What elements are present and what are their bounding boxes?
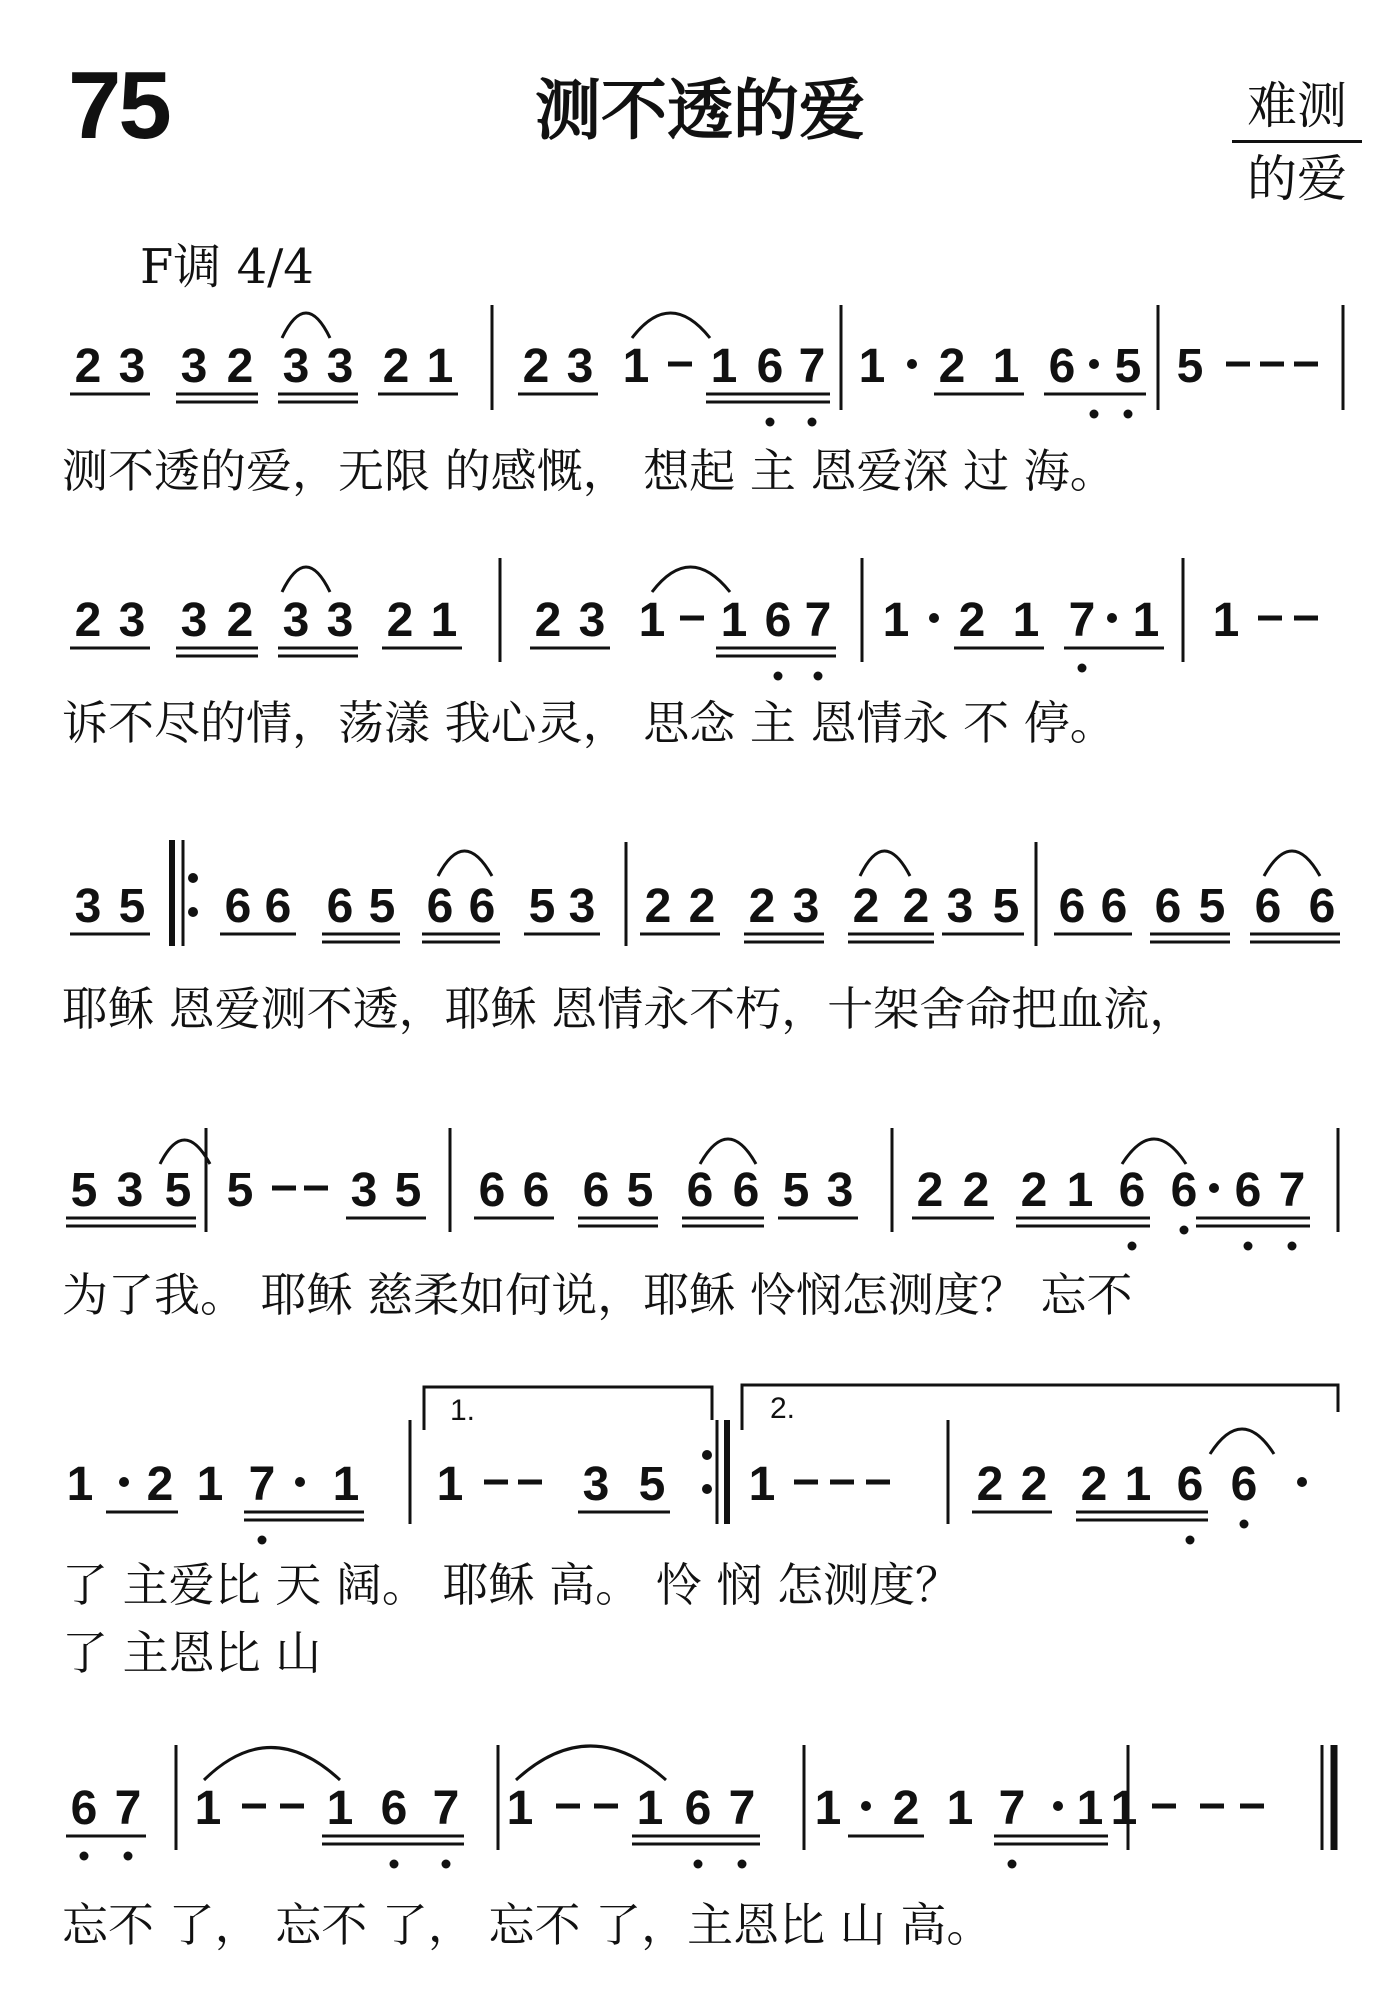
note-digit: 1: [332, 1458, 360, 1511]
note-digit: 1: [506, 1782, 534, 1835]
note-digit: 2: [852, 880, 880, 933]
note-digit: 6: [1058, 880, 1086, 933]
note-digit: 6: [1254, 880, 1282, 933]
note-digit: 3: [116, 1164, 144, 1217]
note-digit: 3: [282, 594, 310, 647]
note-digit: 3: [826, 1164, 854, 1217]
lyric-line-3: 耶稣 恩爱测不透，耶稣 恩情永不朽，十架舍命把血流，: [62, 982, 1196, 1036]
note-digit: 1: [638, 594, 666, 647]
note-digit: 3: [578, 594, 606, 647]
lyric-line-5a: 了 主爱比 天 阔。 耶稣 高。 怜 悯 怎测度？: [62, 1558, 961, 1612]
note-digit: 5: [226, 1164, 254, 1217]
lyric-line-2: 诉不尽的情，荡漾 我心灵， 思念 主 恩情永 不 停。: [62, 696, 1116, 750]
note-digit: 5: [782, 1164, 810, 1217]
note-digit: 2: [522, 340, 550, 393]
note-digit: 1: [814, 1782, 842, 1835]
note-digit: 1: [1066, 1164, 1094, 1217]
note-digit: 5: [394, 1164, 422, 1217]
note-digit: 3: [326, 340, 354, 393]
note-digit: 2: [74, 594, 102, 647]
note-digit: 2: [748, 880, 776, 933]
note-digit: 5: [1114, 340, 1142, 393]
note-digit: 7: [432, 1782, 460, 1835]
note-digit: 6: [1118, 1164, 1146, 1217]
corner-label-top: 难测: [1247, 77, 1347, 135]
note-digit: 6: [732, 1164, 760, 1217]
note-digit: 2: [382, 340, 410, 393]
note-digit: 3: [792, 880, 820, 933]
corner-label-bottom: 的爱: [1247, 150, 1347, 208]
note-digit: 1: [426, 340, 454, 393]
note-digit: 2: [1020, 1458, 1048, 1511]
note-digit: 2: [644, 880, 672, 933]
note-digit: 1: [326, 1782, 354, 1835]
note-digit: 6: [522, 1164, 550, 1217]
note-digit: 2: [226, 594, 254, 647]
note-digit: 6: [264, 880, 292, 933]
note-digit: 2: [976, 1458, 1004, 1511]
note-digit: 6: [1170, 1164, 1198, 1217]
note-digit: 1: [748, 1458, 776, 1511]
hymn-number: 75: [68, 52, 169, 159]
note-digit: 1: [992, 340, 1020, 393]
note-digit: 1: [430, 594, 458, 647]
song-title: 测不透的爱: [535, 72, 865, 149]
note-digit: 6: [468, 880, 496, 933]
note-digit: 7: [804, 594, 832, 647]
note-digit: 7: [1278, 1164, 1306, 1217]
note-digit: 1: [194, 1782, 222, 1835]
note-digit: 6: [764, 594, 792, 647]
note-digit: 1: [196, 1458, 224, 1511]
note-digit: 6: [1176, 1458, 1204, 1511]
note-digit: 3: [350, 1164, 378, 1217]
note-digit: 2: [902, 880, 930, 933]
first-ending-label: 1.: [450, 1394, 476, 1427]
note-digit: 2: [688, 880, 716, 933]
note-digit: 6: [478, 1164, 506, 1217]
note-digit: 2: [1080, 1458, 1108, 1511]
note-digit: 1: [720, 594, 748, 647]
note-digit: 1: [436, 1458, 464, 1511]
lyric-line-5b: 了 主恩比 山: [62, 1626, 322, 1680]
note-digit: 1: [882, 594, 910, 647]
note-digit: 2: [1020, 1164, 1048, 1217]
note-digit: 1: [946, 1782, 974, 1835]
note-digit: 5: [1198, 880, 1226, 933]
note-digit: 7: [728, 1782, 756, 1835]
note-digit: 3: [582, 1458, 610, 1511]
note-digit: 3: [74, 880, 102, 933]
note-digit: 6: [224, 880, 252, 933]
note-digit: 2: [916, 1164, 944, 1217]
note-digit: 6: [380, 1782, 408, 1835]
note-digit: 6: [1048, 340, 1076, 393]
note-digit: 2: [386, 594, 414, 647]
note-digit: 6: [686, 1164, 714, 1217]
note-digit: 3: [180, 594, 208, 647]
note-digit: 1: [1132, 594, 1160, 647]
lyric-line-1: 测不透的爱，无限 的感慨， 想起 主 恩爱深 过 海。: [62, 444, 1116, 498]
note-digit: 1: [622, 340, 650, 393]
note-digit: 1: [858, 340, 886, 393]
note-digit: 3: [118, 340, 146, 393]
note-digit: 5: [368, 880, 396, 933]
note-digit: 6: [426, 880, 454, 933]
note-digit: 1: [636, 1782, 664, 1835]
note-digit: 6: [684, 1782, 712, 1835]
key-signature: F调 4/4: [140, 239, 314, 295]
note-digit: 2: [958, 594, 986, 647]
note-digit: 2: [962, 1164, 990, 1217]
note-digit: 5: [626, 1164, 654, 1217]
note-digit: 1: [1110, 1782, 1138, 1835]
lyric-line-4: 为了我。 耶稣 慈柔如何说，耶稣 怜悯怎测度？ 忘不: [62, 1268, 1133, 1322]
note-digit: 3: [118, 594, 146, 647]
note-digit: 6: [326, 880, 354, 933]
note-digit: 7: [1068, 594, 1096, 647]
note-digit: 2: [892, 1782, 920, 1835]
note-digit: 3: [282, 340, 310, 393]
note-digit: 5: [528, 880, 556, 933]
note-digit: 1: [1124, 1458, 1152, 1511]
note-digit: 1: [1212, 594, 1240, 647]
note-digit: 6: [582, 1164, 610, 1217]
note-digit: 2: [534, 594, 562, 647]
note-digit: 1: [710, 340, 738, 393]
note-digit: 6: [1100, 880, 1128, 933]
note-digit: 7: [248, 1458, 276, 1511]
note-digit: 3: [946, 880, 974, 933]
note-digit: 2: [146, 1458, 174, 1511]
note-digit: 5: [638, 1458, 666, 1511]
note-digit: 6: [1154, 880, 1182, 933]
note-digit: 1: [66, 1458, 94, 1511]
note-digit: 2: [226, 340, 254, 393]
second-ending-label: 2.: [770, 1392, 796, 1425]
note-digit: 3: [326, 594, 354, 647]
note-digit: 5: [70, 1164, 98, 1217]
note-digit: 5: [118, 880, 146, 933]
note-digit: 7: [114, 1782, 142, 1835]
note-digit: 6: [1308, 880, 1336, 933]
note-digit: 1: [1076, 1782, 1104, 1835]
note-digit: 2: [74, 340, 102, 393]
note-digit: 5: [1176, 340, 1204, 393]
note-digit: 1: [1012, 594, 1040, 647]
note-digit: 3: [180, 340, 208, 393]
note-digit: 5: [164, 1164, 192, 1217]
note-digit: 7: [998, 1782, 1026, 1835]
note-digit: 6: [1230, 1458, 1258, 1511]
note-digit: 7: [798, 340, 826, 393]
note-digit: 6: [70, 1782, 98, 1835]
lyric-line-6: 忘不 了， 忘不 了， 忘不 了，主恩比 山 高。: [62, 1898, 993, 1952]
note-digit: 5: [992, 880, 1020, 933]
note-digit: 2: [938, 340, 966, 393]
note-digit: 6: [756, 340, 784, 393]
note-digit: 3: [566, 340, 594, 393]
note-digit: 3: [568, 880, 596, 933]
note-digit: 6: [1234, 1164, 1262, 1217]
